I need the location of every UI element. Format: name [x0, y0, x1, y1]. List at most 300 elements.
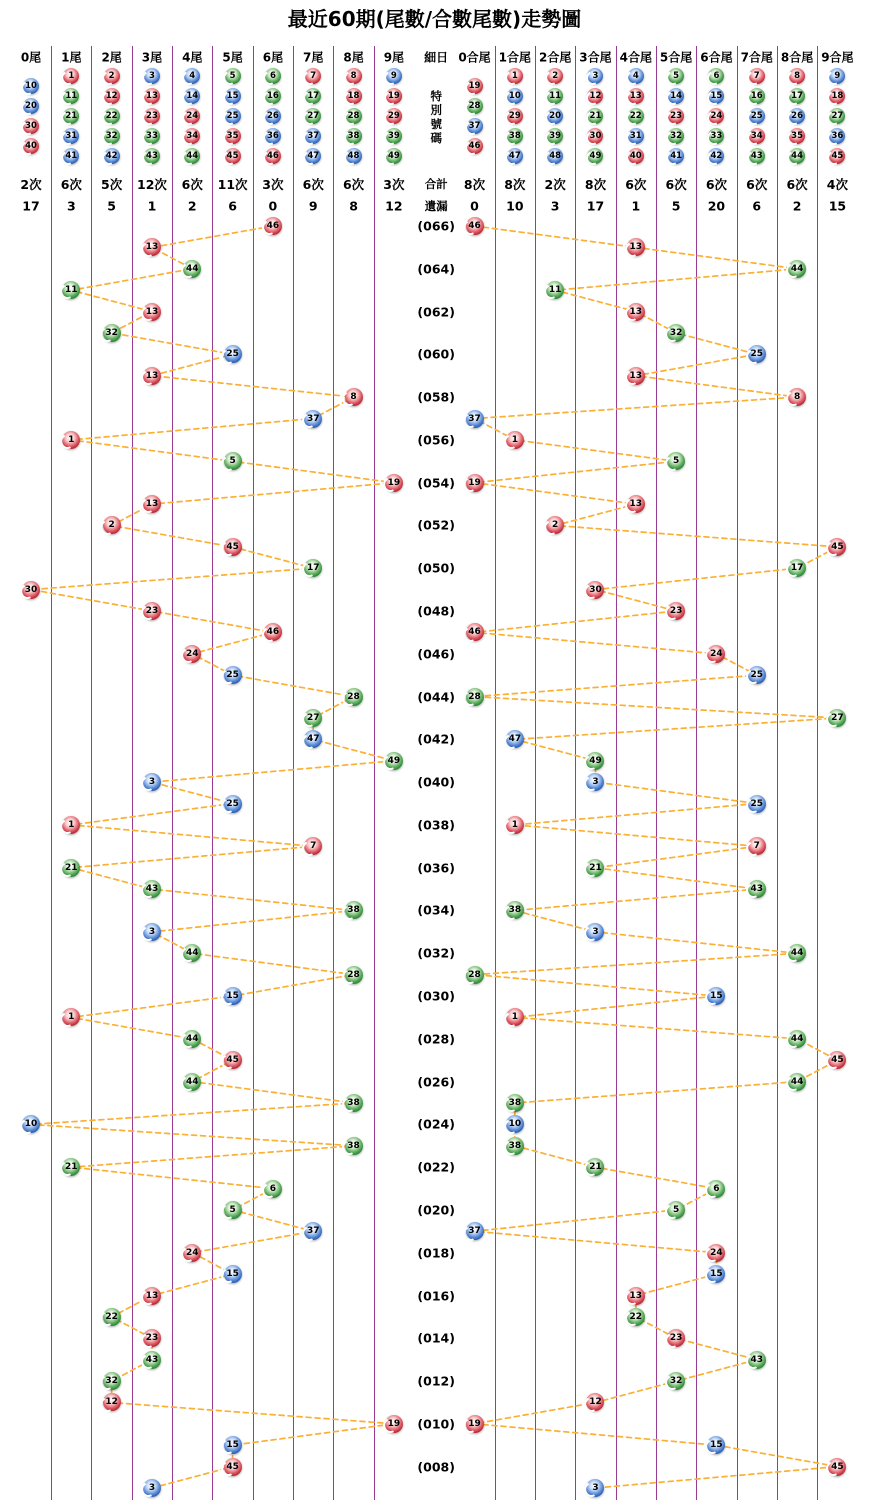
chart-ball-sum-tail: 44: [788, 260, 806, 278]
chart-ball-tail: 23: [143, 1329, 161, 1347]
tail-column-header: 9合尾: [821, 50, 854, 65]
chart-ball-sum-tail: 5: [667, 1201, 685, 1219]
chart-ball-sum-tail: 43: [748, 880, 766, 898]
chart-ball-sum-tail: 27: [828, 709, 846, 727]
chart-title: 最近60期(尾數/合數尾數)走勢圖: [287, 7, 582, 31]
header-ball: 8: [346, 68, 362, 84]
chart-ball-tail: 43: [143, 880, 161, 898]
period-label: (014): [417, 1330, 455, 1346]
header-ball: 31: [628, 128, 644, 144]
chart-ball-sum-tail: 17: [788, 559, 806, 577]
times-count: 3次: [262, 177, 284, 192]
period-label: (038): [417, 817, 455, 833]
period-label: (064): [417, 261, 455, 277]
period-label: (050): [417, 560, 455, 576]
tail-column-header: 2尾: [101, 50, 122, 65]
period-label: (018): [417, 1245, 455, 1261]
miss-count: 17: [586, 198, 605, 214]
chart-ball-sum-tail: 44: [788, 1030, 806, 1048]
period-label: (054): [417, 475, 455, 491]
period-label: (026): [417, 1074, 455, 1090]
header-ball: 20: [547, 108, 563, 124]
chart-ball-sum-tail: 38: [506, 1094, 524, 1112]
chart-ball-tail: 8: [345, 388, 363, 406]
tail-column-header: 5合尾: [659, 50, 693, 65]
times-count: 6次: [665, 177, 687, 192]
chart-ball-sum-tail: 13: [627, 303, 645, 321]
header-ball: 11: [63, 88, 79, 104]
miss-count: 1: [147, 198, 157, 214]
period-label: (008): [417, 1459, 455, 1475]
chart-ball-sum-tail: 1: [506, 816, 524, 834]
chart-ball-sum-tail: 37: [466, 410, 484, 428]
miss-count: 1: [631, 198, 641, 214]
period-label: (048): [417, 603, 455, 619]
miss-label: 遺漏: [424, 199, 448, 213]
header-ball: 20: [23, 98, 39, 114]
chart-ball-tail: 45: [224, 538, 242, 556]
chart-ball-sum-tail: 3: [586, 923, 604, 941]
times-count: 6次: [786, 177, 808, 192]
chart-ball-sum-tail: 13: [627, 495, 645, 513]
chart-ball-sum-tail: 7: [748, 837, 766, 855]
chart-ball-tail: 27: [304, 709, 322, 727]
chart-ball-sum-tail: 23: [667, 1329, 685, 1347]
header-ball: 12: [104, 88, 120, 104]
chart-ball-sum-tail: 30: [586, 581, 604, 599]
header-ball: 3: [144, 68, 160, 84]
times-count: 6次: [342, 177, 365, 192]
miss-count: 3: [66, 198, 76, 214]
tail-column-header: 0尾: [20, 50, 42, 65]
chart-ball-tail: 49: [385, 752, 403, 770]
trend-line-right-sum-tails: [475, 226, 838, 1488]
header-ball: 23: [668, 108, 684, 124]
header-ball: 47: [305, 148, 321, 164]
header-ball: 6: [265, 68, 281, 84]
chart-ball-tail: 44: [183, 1073, 201, 1091]
header-ball: 7: [305, 68, 321, 84]
period-label: (044): [417, 689, 455, 705]
period-label: (056): [417, 432, 455, 448]
period-label: (032): [417, 945, 455, 961]
miss-count: 17: [22, 198, 40, 214]
tail-column-header: 6合尾: [700, 50, 733, 65]
miss-count: 9: [308, 198, 318, 214]
header-ball: 11: [547, 88, 563, 104]
chart-ball-tail: 37: [304, 410, 322, 428]
miss-count: 5: [107, 198, 116, 214]
header-ball: 39: [386, 128, 402, 144]
chart-ball-tail: 23: [143, 602, 161, 620]
chart-ball-sum-tail: 24: [707, 1244, 725, 1262]
chart-ball-sum-tail: 37: [466, 1222, 484, 1240]
header-ball: 33: [708, 128, 724, 144]
miss-count: 0: [470, 198, 479, 214]
header-ball: 38: [346, 128, 362, 144]
period-label: (062): [417, 304, 455, 320]
miss-count: 12: [385, 198, 403, 214]
tail-column-header: 9尾: [383, 50, 405, 65]
header-ball: 15: [708, 88, 724, 104]
header-ball: 43: [144, 148, 160, 164]
period-label: (052): [417, 517, 455, 533]
times-count: 12次: [137, 177, 167, 192]
miss-count: 3: [550, 198, 560, 214]
miss-count: 10: [506, 198, 524, 214]
header-ball: 5: [225, 68, 241, 84]
chart-ball-tail: 13: [143, 1287, 161, 1305]
chart-ball-tail: 7: [304, 837, 322, 855]
chart-ball-sum-tail: 8: [788, 388, 806, 406]
chart-ball-tail: 13: [143, 495, 161, 513]
times-count: 8次: [584, 177, 607, 192]
header-ball: 27: [305, 108, 321, 124]
period-label: (016): [417, 1288, 455, 1303]
chart-ball-sum-tail: 21: [586, 859, 604, 877]
chart-ball-sum-tail: 3: [586, 1479, 604, 1497]
chart-ball-tail: 25: [224, 666, 242, 684]
chart-ball-tail: 38: [345, 1137, 363, 1155]
header-ball: 7: [749, 68, 765, 84]
chart-ball-sum-tail: 1: [506, 431, 524, 449]
header-ball: 33: [144, 128, 160, 144]
chart-ball-tail: 1: [62, 431, 80, 449]
period-label: (060): [417, 346, 455, 362]
chart-ball-tail: 3: [143, 773, 161, 791]
header-ball: 28: [346, 108, 362, 124]
header-ball: 34: [184, 128, 200, 144]
header-ball: 13: [628, 88, 644, 104]
chart-ball-tail: 10: [22, 1115, 40, 1133]
miss-count: 15: [828, 198, 847, 214]
chart-ball-tail: 13: [143, 367, 161, 385]
header-ball: 35: [789, 128, 805, 144]
chart-ball-sum-tail: 47: [506, 730, 524, 748]
header-ball: 39: [547, 128, 563, 144]
times-count: 6次: [181, 177, 203, 192]
header-ball: 28: [467, 98, 483, 114]
period-label: (066): [417, 218, 455, 234]
chart-ball-sum-tail: 24: [707, 645, 725, 663]
period-label: (058): [417, 389, 455, 405]
chart-ball-tail: 13: [143, 238, 161, 256]
chart-ball-tail: 22: [103, 1308, 121, 1326]
tail-column-header: 8合尾: [780, 50, 814, 65]
header-ball: 1: [507, 68, 523, 84]
header-ball: 34: [749, 128, 765, 144]
times-count: 3次: [383, 177, 405, 192]
header-ball: 19: [386, 88, 402, 104]
chart-ball-tail: 44: [183, 260, 201, 278]
chart-ball-tail: 46: [264, 623, 282, 641]
header-ball: 16: [265, 88, 281, 104]
chart-ball-sum-tail: 1: [506, 1008, 524, 1026]
header-ball: 9: [829, 68, 845, 84]
header-ball: 2: [104, 68, 120, 84]
tail-column-header: 4合尾: [619, 50, 652, 65]
chart-ball-sum-tail: 45: [828, 1458, 846, 1476]
header-ball: 14: [668, 88, 684, 104]
header-ball: 44: [184, 148, 200, 164]
chart-ball-sum-tail: 38: [506, 901, 524, 919]
tail-column-header: 5尾: [222, 50, 243, 65]
times-count: 6次: [60, 177, 82, 192]
tail-column-header: 3尾: [141, 50, 163, 65]
chart-ball-sum-tail: 46: [466, 623, 484, 641]
chart-ball-tail: 15: [224, 1436, 242, 1454]
miss-count: 2: [792, 198, 802, 214]
chart-ball-sum-tail: 19: [466, 1415, 484, 1433]
header-ball: 24: [184, 108, 200, 124]
header-ball: 40: [628, 148, 644, 164]
chart-ball-tail: 15: [224, 987, 242, 1005]
chart-ball-sum-tail: 15: [707, 987, 725, 1005]
chart-ball-tail: 32: [103, 324, 121, 342]
chart-ball-sum-tail: 45: [828, 538, 846, 556]
header-ball: 35: [225, 128, 241, 144]
chart-ball-sum-tail: 23: [667, 602, 685, 620]
tail-column-header: 8尾: [343, 50, 364, 65]
header-ball: 17: [305, 88, 321, 104]
chart-ball-sum-tail: 13: [627, 367, 645, 385]
special-number-label: 碼: [430, 131, 442, 145]
chart-ball-tail: 1: [62, 816, 80, 834]
period-label: (046): [417, 646, 455, 662]
period-label: (036): [417, 860, 455, 876]
chart-ball-tail: 43: [143, 1351, 161, 1369]
middle-column-header: 細日: [424, 50, 449, 65]
chart-ball-sum-tail: 46: [466, 217, 484, 235]
header-ball: 41: [63, 148, 79, 164]
times-count: 8次: [463, 177, 486, 192]
header-ball: 25: [749, 108, 765, 124]
header-ball: 45: [829, 148, 845, 164]
period-label: (030): [417, 988, 455, 1004]
header-ball: 14: [184, 88, 200, 104]
times-count: 4次: [826, 177, 848, 192]
chart-ball-tail: 3: [143, 1479, 161, 1497]
special-number-label: 特: [430, 89, 442, 103]
chart-ball-sum-tail: 6: [707, 1180, 725, 1198]
chart-ball-tail: 38: [345, 1094, 363, 1112]
tail-column-header: 7合尾: [740, 50, 773, 65]
header-ball: 32: [668, 128, 684, 144]
chart-ball-sum-tail: 44: [788, 944, 806, 962]
times-count: 6次: [705, 177, 728, 192]
header-ball: 26: [265, 108, 281, 124]
chart-ball-sum-tail: 45: [828, 1051, 846, 1069]
tail-column-header: 7尾: [303, 50, 324, 65]
chart-ball-tail: 25: [224, 795, 242, 813]
chart-ball-sum-tail: 19: [466, 474, 484, 492]
header-ball: 37: [305, 128, 321, 144]
header-ball: 4: [628, 68, 644, 84]
header-ball: 18: [346, 88, 362, 104]
header-ball: 10: [23, 78, 39, 94]
miss-count: 6: [752, 198, 762, 214]
header-ball: 30: [23, 118, 39, 134]
header-ball: 22: [104, 108, 120, 124]
miss-count: 20: [707, 198, 726, 214]
chart-ball-sum-tail: 25: [748, 795, 766, 813]
header-ball: 31: [63, 128, 79, 144]
period-label: (042): [417, 731, 455, 747]
chart-ball-sum-tail: 38: [506, 1137, 524, 1155]
chart-ball-sum-tail: 12: [586, 1393, 604, 1411]
chart-ball-sum-tail: 43: [748, 1351, 766, 1369]
tail-column-header: 6尾: [262, 50, 284, 65]
special-number-label: 號: [430, 117, 442, 131]
times-count: 2次: [20, 177, 42, 192]
tail-column-header: 3合尾: [579, 50, 612, 65]
times-count: 5次: [101, 177, 123, 192]
chart-ball-tail: 15: [224, 1265, 242, 1283]
chart-ball-tail: 5: [224, 452, 242, 470]
chart-ball-tail: 5: [224, 1201, 242, 1219]
times-count: 11次: [217, 177, 248, 192]
chart-ball-sum-tail: 15: [707, 1436, 725, 1454]
header-ball: 40: [23, 138, 39, 154]
header-ball: 45: [225, 148, 241, 164]
chart-ball-tail: 37: [304, 1222, 322, 1240]
chart-ball-sum-tail: 13: [627, 238, 645, 256]
chart-ball-sum-tail: 28: [466, 966, 484, 984]
header-ball: 25: [225, 108, 241, 124]
tail-column-header: 2合尾: [538, 50, 572, 65]
chart-ball-tail: 45: [224, 1458, 242, 1476]
header-ball: 38: [507, 128, 523, 144]
chart-ball-tail: 17: [304, 559, 322, 577]
chart-ball-tail: 38: [345, 901, 363, 919]
chart-ball-sum-tail: 3: [586, 773, 604, 791]
chart-ball-tail: 32: [103, 1372, 121, 1390]
header-ball: 24: [708, 108, 724, 124]
header-ball: 22: [628, 108, 644, 124]
chart-ball-sum-tail: 10: [506, 1115, 524, 1133]
chart-ball-sum-tail: 15: [707, 1265, 725, 1283]
chart-ball-tail: 46: [264, 217, 282, 235]
times-count: 6次: [625, 177, 647, 192]
header-ball: 17: [789, 88, 805, 104]
times-count: 2次: [544, 177, 566, 192]
chart-ball-tail: 12: [103, 1393, 121, 1411]
chart-ball-sum-tail: 49: [586, 752, 604, 770]
header-ball: 36: [265, 128, 281, 144]
header-ball: 49: [587, 148, 603, 164]
times-count: 8次: [504, 177, 526, 192]
header-ball: 2: [547, 68, 563, 84]
header-ball: 3: [587, 68, 603, 84]
header-ball: 9: [386, 68, 402, 84]
header-ball: 32: [104, 128, 120, 144]
header-ball: 48: [547, 148, 563, 164]
header-ball: 10: [507, 88, 523, 104]
miss-count: 5: [671, 198, 681, 214]
chart-ball-sum-tail: 11: [546, 281, 564, 299]
header-ball: 27: [829, 108, 845, 124]
tail-column-header: 4尾: [182, 50, 203, 65]
chart-ball-sum-tail: 2: [546, 516, 564, 534]
header-ball: 19: [467, 78, 483, 94]
header-ball: 37: [467, 118, 483, 134]
header-ball: 29: [507, 108, 523, 124]
header-ball: 30: [587, 128, 603, 144]
header-ball: 42: [708, 148, 724, 164]
period-label: (024): [417, 1116, 455, 1132]
tail-column-header: 1合尾: [498, 50, 532, 65]
header-ball: 8: [789, 68, 805, 84]
header-ball: 4: [184, 68, 200, 84]
header-ball: 16: [749, 88, 765, 104]
chart-ball-sum-tail: 25: [748, 666, 766, 684]
total-label: 合計: [424, 177, 448, 191]
header-ball: 29: [386, 108, 402, 124]
tail-column-header: 0合尾: [458, 50, 491, 65]
chart-ball-tail: 21: [62, 1158, 80, 1176]
header-ball: 12: [587, 88, 603, 104]
miss-count: 8: [349, 198, 358, 214]
header-ball: 42: [104, 148, 120, 164]
chart-ball-sum-tail: 21: [586, 1158, 604, 1176]
chart-ball-sum-tail: 5: [667, 452, 685, 470]
period-label: (040): [417, 774, 455, 790]
chart-ball-tail: 11: [62, 281, 80, 299]
header-ball: 46: [265, 148, 281, 164]
chart-ball-sum-tail: 44: [788, 1073, 806, 1091]
miss-count: 2: [187, 198, 197, 214]
miss-count: 0: [268, 198, 278, 214]
chart-ball-tail: 19: [385, 474, 403, 492]
period-label: (028): [417, 1031, 455, 1047]
chart-ball-tail: 3: [143, 923, 161, 941]
header-ball: 49: [386, 148, 402, 164]
special-number-label: 別: [430, 103, 442, 117]
chart-ball-sum-tail: 22: [627, 1308, 645, 1326]
header-ball: 23: [144, 108, 160, 124]
chart-ball-tail: 24: [183, 1244, 201, 1262]
chart-ball-tail: 47: [304, 730, 322, 748]
chart-ball-tail: 44: [183, 944, 201, 962]
chart-ball-tail: 1: [62, 1008, 80, 1026]
chart-ball-sum-tail: 32: [667, 324, 685, 342]
period-label: (034): [417, 902, 455, 918]
chart-ball-tail: 19: [385, 1415, 403, 1433]
period-label: (012): [417, 1373, 455, 1389]
chart-ball-tail: 25: [224, 345, 242, 363]
header-ball: 46: [467, 138, 483, 154]
chart-ball-tail: 24: [183, 645, 201, 663]
header-ball: 26: [789, 108, 805, 124]
miss-count: 6: [228, 198, 237, 214]
period-label: (020): [417, 1202, 455, 1218]
header-ball: 1: [63, 68, 79, 84]
times-count: 6次: [302, 177, 324, 192]
chart-ball-sum-tail: 28: [466, 688, 484, 706]
header-ball: 36: [829, 128, 845, 144]
header-ball: 15: [225, 88, 241, 104]
header-ball: 21: [587, 108, 603, 124]
chart-ball-tail: 6: [264, 1180, 282, 1198]
chart-ball-sum-tail: 25: [748, 345, 766, 363]
header-ball: 5: [668, 68, 684, 84]
times-count: 6次: [746, 177, 768, 192]
chart-ball-tail: 45: [224, 1051, 242, 1069]
header-ball: 18: [829, 88, 845, 104]
tail-column-header: 1尾: [61, 50, 82, 65]
chart-ball-tail: 21: [62, 859, 80, 877]
chart-ball-sum-tail: 32: [667, 1372, 685, 1390]
